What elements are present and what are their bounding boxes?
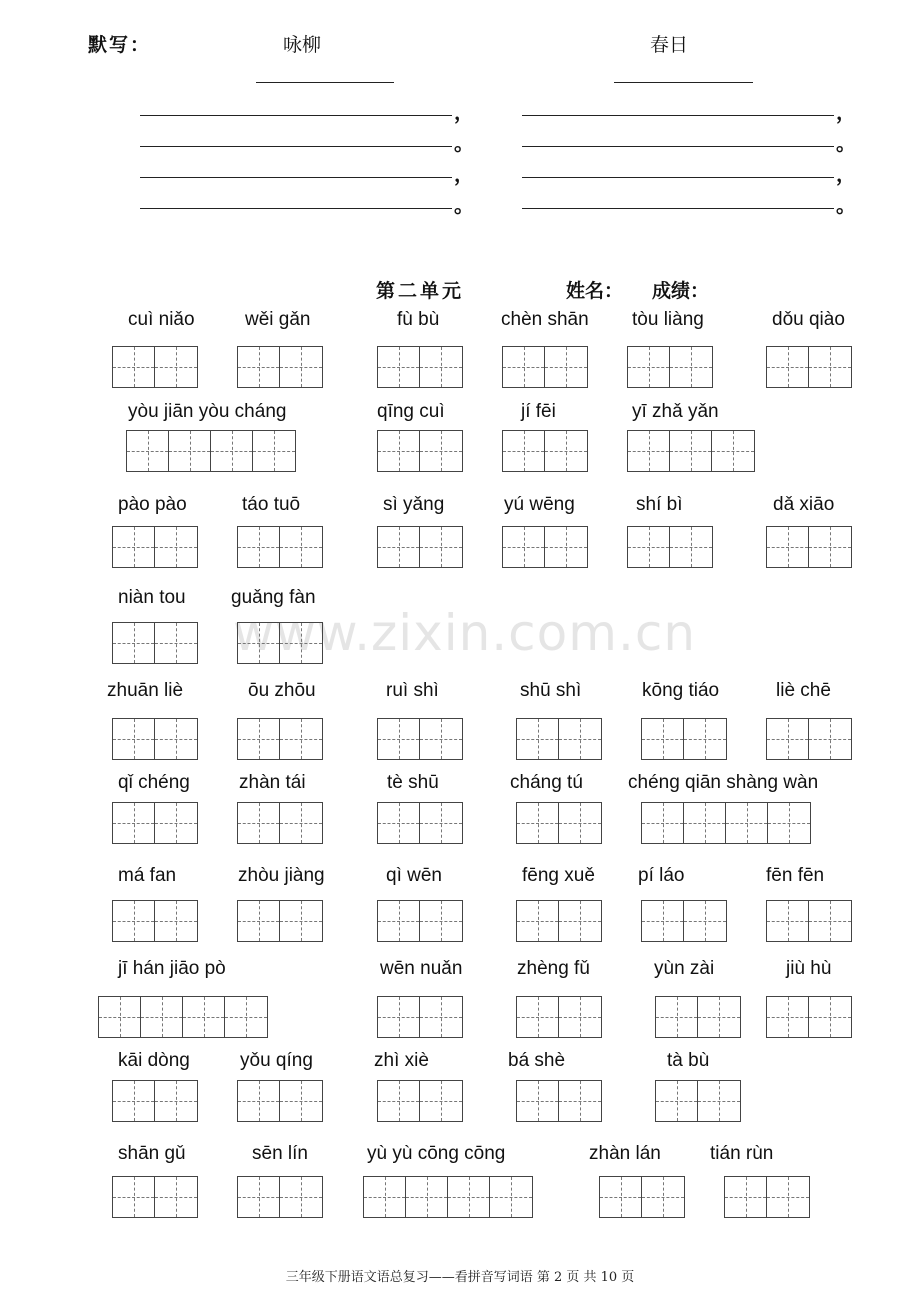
tianzige-cell[interactable]: [448, 1177, 490, 1217]
pinyin-label: sēn lín: [252, 1143, 308, 1164]
tianzige-cell[interactable]: [767, 997, 809, 1037]
tianzige-cell[interactable]: [420, 1081, 462, 1121]
pinyin-label: jí fēi: [521, 401, 556, 422]
tianzige-cell[interactable]: [768, 803, 810, 843]
tianzige-cell[interactable]: [238, 623, 280, 663]
writing-grid[interactable]: [112, 1176, 198, 1218]
tianzige-cell[interactable]: [628, 431, 670, 471]
pinyin-label: bá shè: [508, 1050, 566, 1071]
pinyin-label: zhì xiè: [374, 1050, 429, 1071]
writing-grid[interactable]: [766, 346, 852, 388]
tianzige-cell[interactable]: [559, 803, 601, 843]
pinyin-label: shān gǔ: [118, 1143, 186, 1164]
comma-mark: ，: [454, 100, 474, 124]
dictation-label: 默写：: [88, 34, 152, 56]
tianzige-cell[interactable]: [670, 347, 712, 387]
writing-grid[interactable]: [516, 718, 602, 760]
tianzige-cell[interactable]: [420, 803, 462, 843]
pinyin-label: shū shì: [520, 680, 582, 701]
tianzige-cell[interactable]: [378, 527, 420, 567]
tianzige-cell[interactable]: [378, 431, 420, 471]
score-label: 成绩：: [652, 280, 710, 302]
writing-grid[interactable]: [126, 430, 296, 472]
tianzige-cell[interactable]: [113, 901, 155, 941]
tianzige-cell[interactable]: [280, 803, 322, 843]
tianzige-cell[interactable]: [280, 347, 322, 387]
tianzige-cell[interactable]: [378, 719, 420, 759]
tianzige-cell[interactable]: [378, 997, 420, 1037]
pinyin-label: yú wēng: [504, 494, 575, 515]
tianzige-cell[interactable]: [559, 719, 601, 759]
tianzige-cell[interactable]: [406, 1177, 448, 1217]
poem2-line-2[interactable]: [522, 146, 834, 147]
writing-grid[interactable]: [377, 346, 463, 388]
poem1-line-2[interactable]: [140, 146, 452, 147]
tianzige-cell[interactable]: [420, 719, 462, 759]
writing-grid[interactable]: [237, 526, 323, 568]
tianzige-cell[interactable]: [642, 1177, 684, 1217]
tianzige-cell[interactable]: [684, 803, 726, 843]
writing-grid[interactable]: [112, 802, 198, 844]
watermark: www.zixin.com.cn: [233, 604, 697, 662]
writing-grid[interactable]: [655, 996, 741, 1038]
tianzige-cell[interactable]: [767, 1177, 809, 1217]
pinyin-label: jiù hù: [786, 958, 832, 979]
tianzige-cell[interactable]: [113, 719, 155, 759]
comma-mark: ，: [454, 162, 474, 186]
pinyin-label: yī zhǎ yǎn: [632, 401, 719, 422]
tianzige-cell[interactable]: [559, 997, 601, 1037]
tianzige-cell[interactable]: [712, 431, 754, 471]
writing-grid[interactable]: [627, 526, 713, 568]
tianzige-cell[interactable]: [503, 347, 545, 387]
pinyin-label: qì wēn: [386, 865, 442, 886]
writing-grid[interactable]: [766, 900, 852, 942]
writing-grid[interactable]: [641, 900, 727, 942]
page-footer: 三年级下册语文语总复习——看拼音写词语 第 2 页 共 10 页: [285, 1270, 635, 1285]
tianzige-cell[interactable]: [378, 803, 420, 843]
pinyin-label: ruì shì: [386, 680, 439, 701]
tianzige-cell[interactable]: [642, 803, 684, 843]
writing-grid[interactable]: [112, 1080, 198, 1122]
poem2-line-3[interactable]: [522, 177, 834, 178]
tianzige-cell[interactable]: [420, 527, 462, 567]
tianzige-cell[interactable]: [225, 997, 267, 1037]
pinyin-label: fù bù: [397, 309, 440, 330]
pinyin-label: zhuān liè: [107, 680, 184, 701]
pinyin-label: tè shū: [387, 772, 439, 793]
period-mark: 。: [454, 131, 474, 155]
tianzige-cell[interactable]: [211, 431, 253, 471]
tianzige-cell[interactable]: [113, 527, 155, 567]
pinyin-label: kōng tiáo: [642, 680, 720, 701]
writing-grid[interactable]: [627, 346, 713, 388]
tianzige-cell[interactable]: [183, 997, 225, 1037]
writing-grid[interactable]: [724, 1176, 810, 1218]
pinyin-label: chéng qiān shàng wàn: [628, 772, 819, 793]
writing-grid[interactable]: [516, 996, 602, 1038]
tianzige-cell[interactable]: [113, 623, 155, 663]
tianzige-cell[interactable]: [280, 901, 322, 941]
poem1-line-3[interactable]: [140, 177, 452, 178]
writing-grid[interactable]: [377, 996, 463, 1038]
pinyin-label: wēn nuǎn: [380, 958, 463, 979]
author-line-right[interactable]: [614, 82, 753, 83]
tianzige-cell[interactable]: [378, 901, 420, 941]
pinyin-label: má fan: [118, 865, 177, 886]
writing-grid[interactable]: [377, 526, 463, 568]
tianzige-cell[interactable]: [767, 719, 809, 759]
pinyin-label: zhèng fǔ: [517, 958, 590, 979]
tianzige-cell[interactable]: [517, 901, 559, 941]
pinyin-label: yù yù cōng cōng: [367, 1143, 506, 1164]
tianzige-cell[interactable]: [378, 347, 420, 387]
writing-grid[interactable]: [516, 1080, 602, 1122]
pinyin-label: niàn tou: [118, 587, 186, 608]
tianzige-cell[interactable]: [670, 431, 712, 471]
writing-grid[interactable]: [766, 718, 852, 760]
tianzige-cell[interactable]: [490, 1177, 532, 1217]
writing-grid[interactable]: [237, 900, 323, 942]
tianzige-cell[interactable]: [155, 719, 197, 759]
tianzige-cell[interactable]: [238, 901, 280, 941]
tianzige-cell[interactable]: [364, 1177, 406, 1217]
writing-grid[interactable]: [377, 1080, 463, 1122]
writing-grid[interactable]: [627, 430, 755, 472]
pinyin-label: yùn zài: [654, 958, 715, 979]
tianzige-cell[interactable]: [545, 527, 587, 567]
writing-grid[interactable]: [237, 718, 323, 760]
writing-grid[interactable]: [502, 430, 588, 472]
writing-grid[interactable]: [237, 1080, 323, 1122]
tianzige-cell[interactable]: [628, 527, 670, 567]
writing-grid[interactable]: [766, 526, 852, 568]
pinyin-label: zhòu jiàng: [238, 865, 325, 886]
pinyin-label: yǒu qíng: [240, 1050, 313, 1071]
tianzige-cell[interactable]: [113, 1177, 155, 1217]
writing-grid[interactable]: [237, 802, 323, 844]
writing-grid[interactable]: [237, 622, 323, 664]
tianzige-cell[interactable]: [378, 1081, 420, 1121]
tianzige-cell[interactable]: [545, 347, 587, 387]
tianzige-cell[interactable]: [809, 527, 851, 567]
pinyin-label: pí láo: [638, 865, 685, 886]
tianzige-cell[interactable]: [767, 527, 809, 567]
pinyin-label: dǒu qiào: [772, 309, 845, 330]
writing-grid[interactable]: [237, 1176, 323, 1218]
tianzige-cell[interactable]: [809, 997, 851, 1037]
tianzige-cell[interactable]: [280, 1081, 322, 1121]
pinyin-label: liè chē: [776, 680, 831, 701]
tianzige-cell[interactable]: [155, 803, 197, 843]
writing-grid[interactable]: [237, 346, 323, 388]
pinyin-label: chèn shān: [501, 309, 589, 330]
tianzige-cell[interactable]: [420, 901, 462, 941]
name-label: 姓名：: [566, 280, 624, 302]
pinyin-label: tián rùn: [710, 1143, 774, 1164]
pinyin-label: jī hán jiāo pò: [118, 958, 226, 979]
tianzige-cell[interactable]: [698, 997, 740, 1037]
tianzige-cell[interactable]: [113, 803, 155, 843]
pinyin-label: tòu liàng: [632, 309, 704, 330]
tianzige-cell[interactable]: [113, 347, 155, 387]
poem-title-chunri: 春日: [650, 34, 689, 56]
tianzige-cell[interactable]: [169, 431, 211, 471]
pinyin-label: zhàn tái: [239, 772, 306, 793]
tianzige-cell[interactable]: [253, 431, 295, 471]
tianzige-cell[interactable]: [656, 1081, 698, 1121]
author-line-left[interactable]: [256, 82, 394, 83]
writing-grid[interactable]: [377, 718, 463, 760]
tianzige-cell[interactable]: [155, 901, 197, 941]
poem-title-yongliu: 咏柳: [283, 34, 322, 56]
pinyin-label: dǎ xiāo: [773, 494, 835, 515]
tianzige-cell[interactable]: [155, 623, 197, 663]
tianzige-cell[interactable]: [238, 347, 280, 387]
writing-grid[interactable]: [655, 1080, 741, 1122]
writing-grid[interactable]: [599, 1176, 685, 1218]
pinyin-label: zhàn lán: [589, 1143, 661, 1164]
tianzige-cell[interactable]: [280, 1177, 322, 1217]
tianzige-cell[interactable]: [545, 431, 587, 471]
tianzige-cell[interactable]: [559, 1081, 601, 1121]
pinyin-label: táo tuō: [242, 494, 301, 515]
tianzige-cell[interactable]: [809, 347, 851, 387]
tianzige-cell[interactable]: [155, 1177, 197, 1217]
tianzige-cell[interactable]: [280, 527, 322, 567]
pinyin-label: fēng xuě: [522, 865, 595, 886]
writing-grid[interactable]: [766, 996, 852, 1038]
tianzige-cell[interactable]: [280, 623, 322, 663]
writing-grid[interactable]: [377, 900, 463, 942]
tianzige-cell[interactable]: [559, 901, 601, 941]
comma-mark: ，: [836, 162, 856, 186]
tianzige-cell[interactable]: [113, 1081, 155, 1121]
tianzige-cell[interactable]: [809, 901, 851, 941]
writing-grid[interactable]: [516, 802, 602, 844]
writing-grid[interactable]: [112, 526, 198, 568]
tianzige-cell[interactable]: [238, 1177, 280, 1217]
pinyin-label: fēn fēn: [766, 865, 825, 886]
tianzige-cell[interactable]: [155, 1081, 197, 1121]
pinyin-label: qǐ chéng: [118, 772, 190, 793]
tianzige-cell[interactable]: [809, 719, 851, 759]
writing-grid[interactable]: [377, 802, 463, 844]
writing-grid[interactable]: [641, 718, 727, 760]
tianzige-cell[interactable]: [420, 347, 462, 387]
pinyin-label: sì yǎng: [383, 494, 445, 515]
unit-title: 第二单元: [376, 280, 465, 302]
writing-grid[interactable]: [98, 996, 268, 1038]
tianzige-cell[interactable]: [99, 997, 141, 1037]
writing-grid[interactable]: [363, 1176, 533, 1218]
poem1-line-4[interactable]: [140, 208, 452, 209]
tianzige-cell[interactable]: [642, 719, 684, 759]
tianzige-cell[interactable]: [642, 901, 684, 941]
tianzige-cell[interactable]: [684, 901, 726, 941]
pinyin-label: cuì niǎo: [128, 309, 195, 330]
tianzige-cell[interactable]: [600, 1177, 642, 1217]
tianzige-cell[interactable]: [698, 1081, 740, 1121]
pinyin-label: yòu jiān yòu cháng: [128, 401, 287, 422]
tianzige-cell[interactable]: [767, 347, 809, 387]
tianzige-cell[interactable]: [238, 719, 280, 759]
tianzige-cell[interactable]: [684, 719, 726, 759]
tianzige-cell[interactable]: [155, 527, 197, 567]
tianzige-cell[interactable]: [420, 997, 462, 1037]
writing-grid[interactable]: [502, 526, 588, 568]
tianzige-cell[interactable]: [656, 997, 698, 1037]
tianzige-cell[interactable]: [141, 997, 183, 1037]
writing-grid[interactable]: [112, 900, 198, 942]
tianzige-cell[interactable]: [725, 1177, 767, 1217]
tianzige-cell[interactable]: [238, 803, 280, 843]
tianzige-cell[interactable]: [127, 431, 169, 471]
writing-grid[interactable]: [641, 802, 811, 844]
tianzige-cell[interactable]: [238, 1081, 280, 1121]
tianzige-cell[interactable]: [517, 997, 559, 1037]
tianzige-cell[interactable]: [628, 347, 670, 387]
comma-mark: ，: [836, 100, 856, 124]
pinyin-label: kāi dòng: [118, 1050, 190, 1071]
writing-grid[interactable]: [112, 622, 198, 664]
pinyin-label: pào pào: [118, 494, 187, 515]
writing-grid[interactable]: [377, 430, 463, 472]
tianzige-cell[interactable]: [517, 1081, 559, 1121]
writing-grid[interactable]: [502, 346, 588, 388]
period-mark: 。: [454, 193, 474, 217]
period-mark: 。: [836, 193, 856, 217]
tianzige-cell[interactable]: [280, 719, 322, 759]
tianzige-cell[interactable]: [155, 347, 197, 387]
pinyin-label: ōu zhōu: [248, 680, 316, 701]
tianzige-cell[interactable]: [670, 527, 712, 567]
pinyin-label: shí bì: [636, 494, 683, 515]
tianzige-cell[interactable]: [238, 527, 280, 567]
poem1-line-1[interactable]: [140, 115, 452, 116]
writing-grid[interactable]: [112, 346, 198, 388]
tianzige-cell[interactable]: [420, 431, 462, 471]
pinyin-label: cháng tú: [510, 772, 583, 793]
pinyin-label: guǎng fàn: [231, 587, 316, 608]
writing-grid[interactable]: [516, 900, 602, 942]
tianzige-cell[interactable]: [503, 431, 545, 471]
poem2-line-1[interactable]: [522, 115, 834, 116]
tianzige-cell[interactable]: [726, 803, 768, 843]
tianzige-cell[interactable]: [767, 901, 809, 941]
tianzige-cell[interactable]: [503, 527, 545, 567]
pinyin-label: qīng cuì: [377, 401, 445, 422]
pinyin-label: wěi gǎn: [245, 309, 311, 330]
tianzige-cell[interactable]: [517, 803, 559, 843]
pinyin-label: tà bù: [667, 1050, 710, 1071]
tianzige-cell[interactable]: [517, 719, 559, 759]
writing-grid[interactable]: [112, 718, 198, 760]
period-mark: 。: [836, 131, 856, 155]
poem2-line-4[interactable]: [522, 208, 834, 209]
